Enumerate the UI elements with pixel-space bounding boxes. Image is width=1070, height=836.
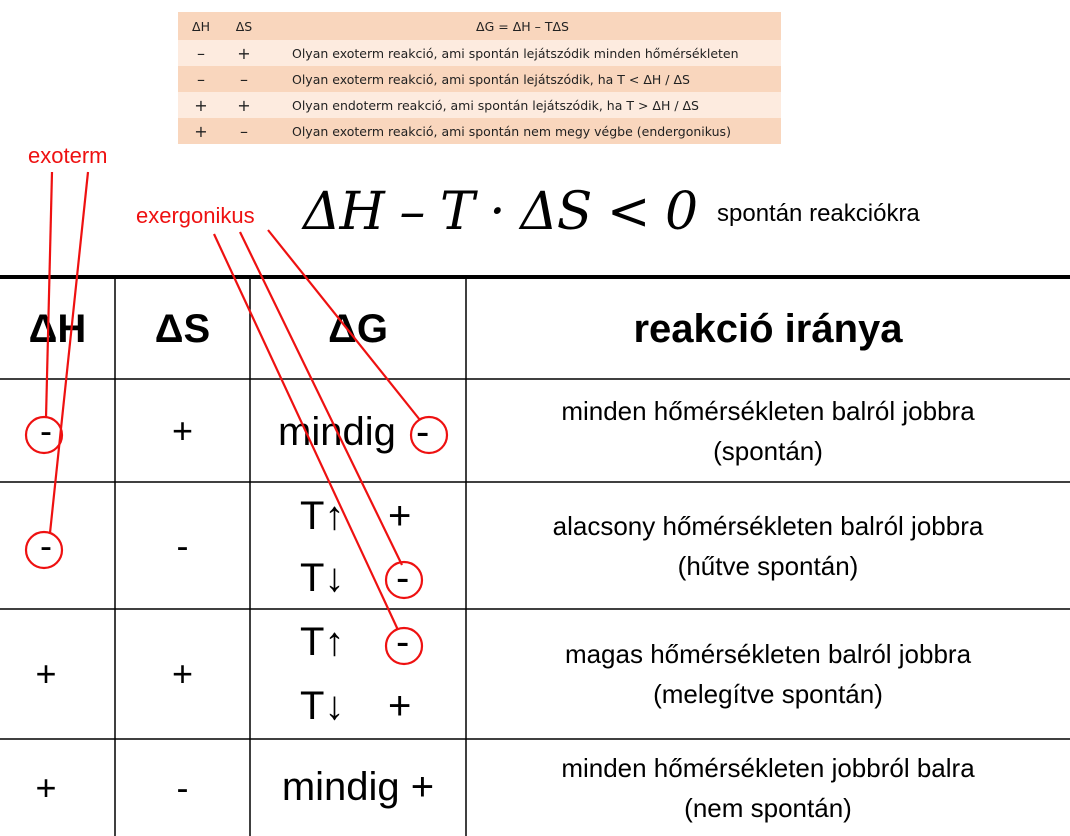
row2-dh: - xyxy=(40,524,52,566)
row2-direction xyxy=(466,482,1070,609)
summary-text: Olyan exoterm reakció, ami spontán nem megy végbe (endergonikus) xyxy=(292,123,731,139)
row2-t-down-sign: - xyxy=(396,556,410,600)
summary-ds: – xyxy=(240,69,248,89)
summary-row xyxy=(178,92,781,118)
summary-header-dh: ΔH xyxy=(192,18,210,34)
summary-text: Olyan endoterm reakció, ami spontán lejátszódik, ha T > ΔH / ΔS xyxy=(292,97,699,113)
row1-dh: - xyxy=(40,409,52,451)
row4-ds: - xyxy=(176,766,189,808)
summary-row xyxy=(178,118,781,144)
summary-dh: – xyxy=(197,69,205,89)
summary-dh: + xyxy=(194,121,208,141)
summary-ds: + xyxy=(237,43,251,63)
summary-row xyxy=(178,40,781,66)
header-direction: reakció iránya xyxy=(633,306,903,351)
summary-dh: + xyxy=(194,95,208,115)
header-dh: ΔH xyxy=(28,306,87,351)
row1-direction-note: (spontán) xyxy=(713,435,823,466)
row4-dh: + xyxy=(35,766,57,808)
row4-direction-main: minden hőmérsékleten jobbról balra xyxy=(561,752,975,783)
row2-ds: - xyxy=(176,524,189,566)
row3-direction-note: (melegítve spontán) xyxy=(653,679,883,709)
row1-direction-main: minden hőmérsékleten balról jobbra xyxy=(561,395,975,426)
exoterm-label: exoterm xyxy=(28,143,108,168)
header-dg: ΔG xyxy=(328,306,388,351)
summary-dh: – xyxy=(197,43,205,63)
summary-table xyxy=(178,12,781,144)
row3-t-up-sign: - xyxy=(396,620,410,664)
summary-ds: + xyxy=(237,95,251,115)
row2-t-up: T↑ xyxy=(300,494,345,538)
row3-dh: + xyxy=(35,653,57,694)
row1-direction xyxy=(466,379,1070,482)
row4-direction xyxy=(466,739,1070,836)
summary-header-ds: ΔS xyxy=(235,18,253,34)
summary-ds: – xyxy=(240,121,248,141)
row3-direction-main: magas hőmérsékleten balról jobbra xyxy=(564,639,972,669)
row1-dg-sign: - xyxy=(416,410,430,454)
header-ds: ΔS xyxy=(154,306,211,351)
row4-dg: mindig + xyxy=(281,765,435,809)
row3-direction xyxy=(466,609,1070,739)
summary-header-dg: ΔG = ΔH – TΔS xyxy=(476,18,569,34)
row3-t-up: T↑ xyxy=(300,620,345,664)
summary-text: Olyan exoterm reakció, ami spontán lejátszódik minden hőmérsékleten xyxy=(292,45,739,61)
formula-caption: spontán reakciókra xyxy=(717,200,920,227)
row1-dg-text: mindig xyxy=(278,410,396,454)
row1-ds: + xyxy=(171,409,194,451)
row3-t-down-sign: + xyxy=(388,684,412,728)
row2-t-down: T↓ xyxy=(300,556,345,600)
row2-direction-note: (hűtve spontán) xyxy=(677,550,859,581)
gibbs-formula: ΔH – T · ΔS < 0 xyxy=(303,182,698,242)
row3-ds: + xyxy=(171,653,194,694)
summary-text: Olyan exoterm reakció, ami spontán lejátszódik, ha T < ΔH / ΔS xyxy=(292,71,690,87)
row2-t-up-sign: + xyxy=(388,494,412,538)
summary-row xyxy=(178,66,781,92)
row3-t-down: T↓ xyxy=(300,684,345,728)
row2-direction-main: alacsony hőmérsékleten balról jobbra xyxy=(552,510,984,541)
summary-header-row xyxy=(178,12,781,40)
row4-direction-note: (nem spontán) xyxy=(684,792,852,823)
exergonikus-label: exergonikus xyxy=(136,203,255,228)
